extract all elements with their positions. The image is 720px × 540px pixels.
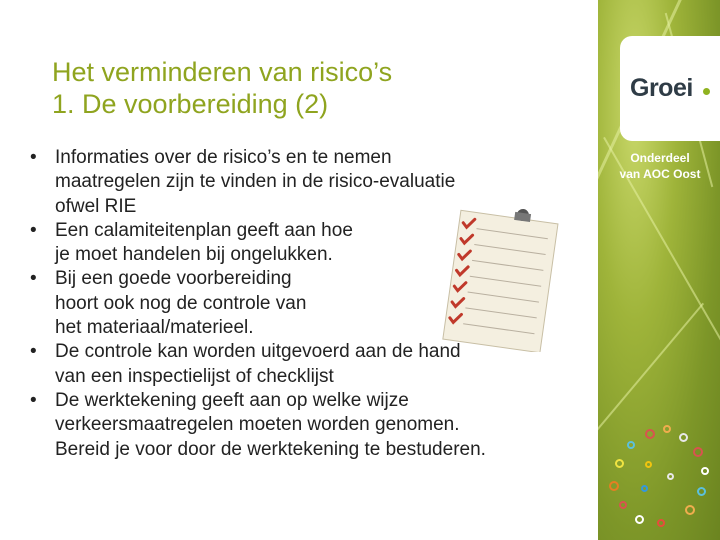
list-item — [22, 219, 612, 268]
bullet-icon: • — [30, 147, 37, 168]
bullet-icon: • — [30, 268, 37, 290]
bullet-text: De werktekening geeft aan op welke wijze — [55, 389, 409, 411]
bullet-text: het materiaal/materieel. — [55, 317, 254, 339]
bullet-text: Informaties over de risico’s en te nemen — [55, 147, 392, 168]
tagline-line2: van AOC Oost — [619, 167, 701, 181]
bullet-text: maatregelen zijn te vinden in de risico-evaluatie — [55, 171, 456, 193]
tagline-line1: Onderdeel — [630, 151, 690, 165]
bullet-text: Een calamiteitenplan geeft aan hoe — [55, 219, 353, 241]
bullet-text: ofwel RIE — [55, 195, 137, 217]
title-line2: 1. De voorbereiding (2) — [52, 89, 329, 119]
decorative-dots-circle — [605, 425, 720, 535]
bullet-text: hoort ook nog de controle van — [55, 292, 307, 314]
bullet-text: Bij een goede voorbereiding — [55, 268, 292, 290]
list-item — [22, 267, 612, 340]
list-item — [22, 340, 612, 389]
bullet-text: van een inspectielijst of checklijst — [55, 365, 334, 387]
groei-logo: Groei — [630, 74, 693, 102]
list-item — [22, 389, 612, 462]
bullet-icon: • — [30, 389, 37, 411]
bullet-icon: • — [30, 341, 37, 363]
slide-title — [52, 56, 572, 120]
bullet-text: verkeersmaatregelen moeten worden genomen. — [55, 414, 460, 436]
tagline — [600, 150, 720, 182]
bullet-text: De controle kan worden uitgevoerd aan de hand — [55, 341, 461, 363]
title-line1: Het verminderen van risico’s — [52, 57, 393, 87]
bullet-text: Bereid je voor door de werktekening te bestuderen. — [55, 438, 486, 460]
bullet-icon: • — [30, 219, 37, 241]
bullet-text: je moet handelen bij ongelukken. — [55, 244, 333, 266]
bullet-list — [22, 146, 612, 462]
logo-dot-icon — [703, 88, 710, 95]
list-item — [22, 146, 612, 219]
